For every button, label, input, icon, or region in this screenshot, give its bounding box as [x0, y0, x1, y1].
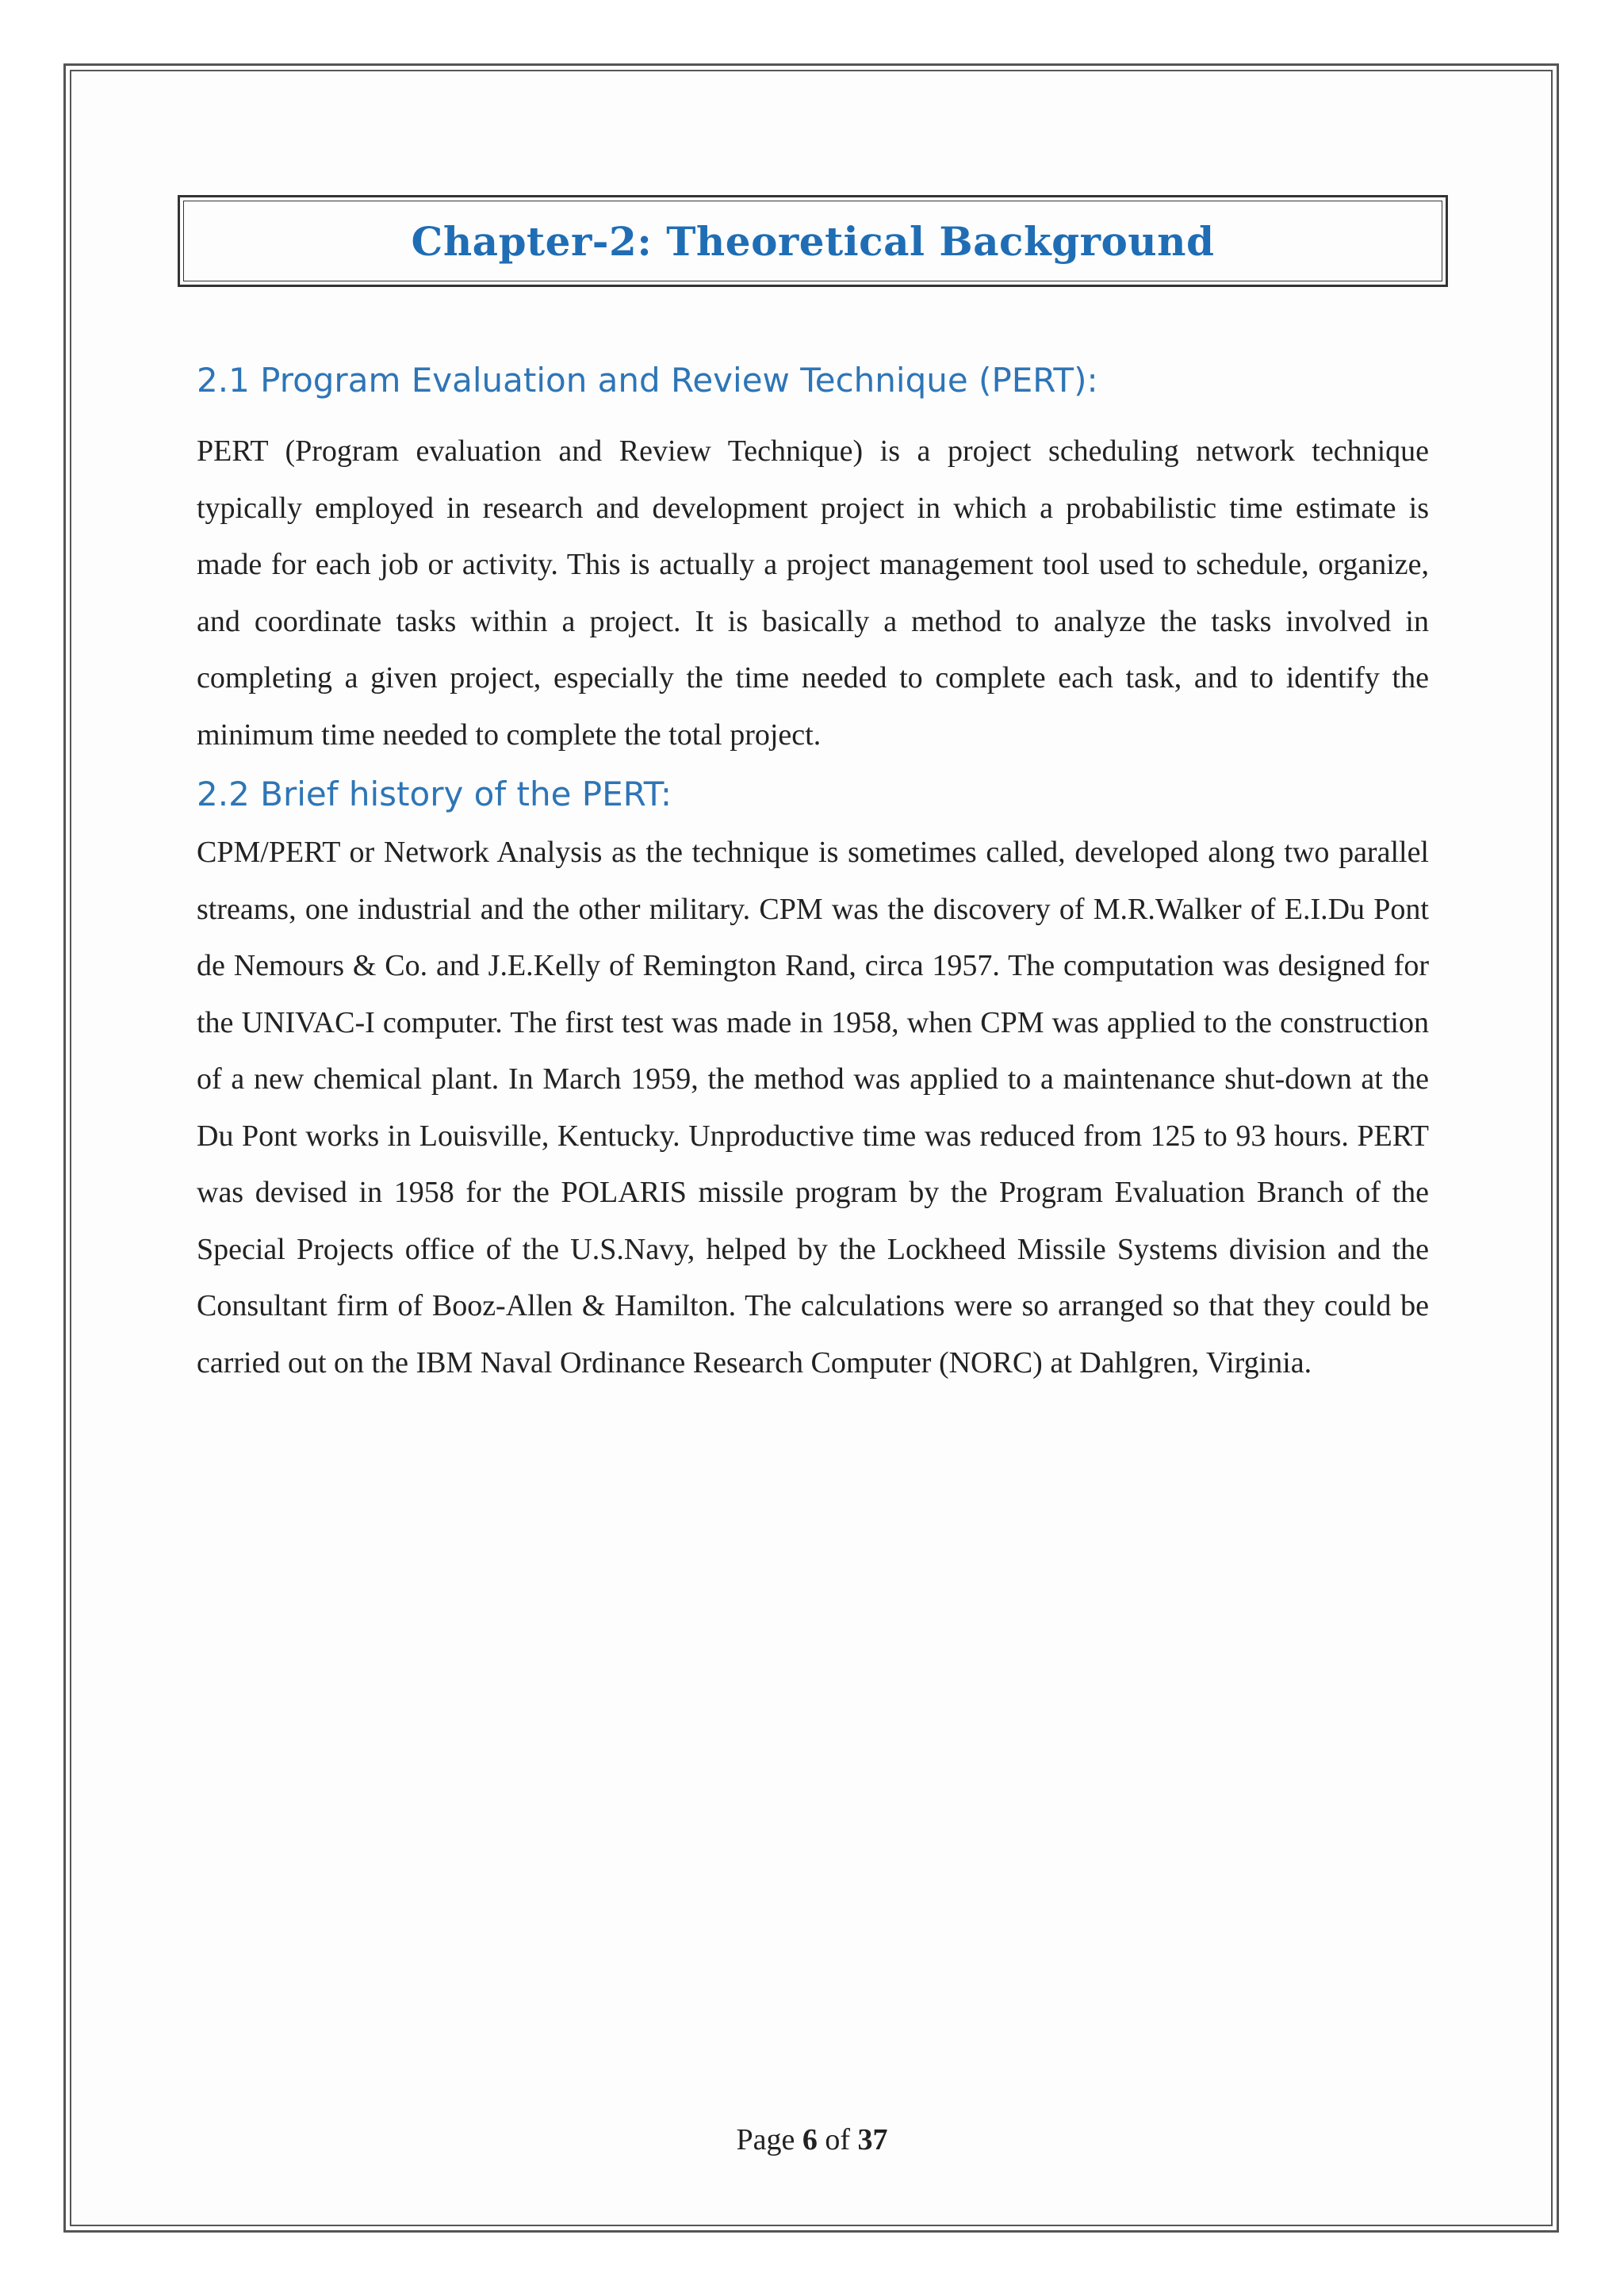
chapter-title: Chapter-2: Theoretical Background — [411, 217, 1215, 265]
section-heading-pert: 2.1 Program Evaluation and Review Technique (PERT): — [197, 361, 1098, 400]
page-label: Page — [736, 2123, 795, 2156]
document-body — [197, 361, 1429, 1391]
chapter-title-box — [178, 195, 1448, 287]
section-paragraph-pert: PERT (Program evaluation and Review Technique) is a project scheduling network technique typically employed in research and development project in which a probabilistic time estimate is made for each job or activity. This is actually a project management tool used to schedule, organize, and coordinate tasks within a project. It is basically a method to analyze the tasks involved in completing a given project, especially the time needed to complete each task, and to identify the minimum time needed to complete the total project. — [197, 434, 1429, 752]
total-page-count: 37 — [857, 2123, 888, 2156]
section-heading-history: 2.2 Brief history of the PERT: — [197, 775, 672, 813]
page-number-footer — [0, 2122, 1624, 2157]
page-separator: of — [825, 2123, 851, 2156]
current-page-number: 6 — [802, 2123, 818, 2156]
section-paragraph-history: CPM/PERT or Network Analysis as the technique is sometimes called, developed along two parallel streams, one industrial and the other military. CPM was the discovery of M.R.Walker of E.I.Du Pont de Nemours & Co. and J.E.Kelly of Remington Rand, circa 1957. The computation was designed for the UNIVAC-I computer. The first test was made in 1958, when CPM was applied to the construction of a new chemical plant. In March 1959, the method was applied to a maintenance shut-down at the Du Pont works in Louisville, Kentucky. Unproductive time was reduced from 125 to 93 hours. PERT was devised in 1958 for the POLARIS missile program by the Program Evaluation Branch of the Special Projects office of the U.S.Navy, helped by the Lockheed Missile Systems division and the Consultant firm of Booz-Allen & Hamilton. The calculations were so arranged so that they could be carried out on the IBM Naval Ordinance Research Computer (NORC) at Dahlgren, Virginia. — [197, 836, 1429, 1380]
